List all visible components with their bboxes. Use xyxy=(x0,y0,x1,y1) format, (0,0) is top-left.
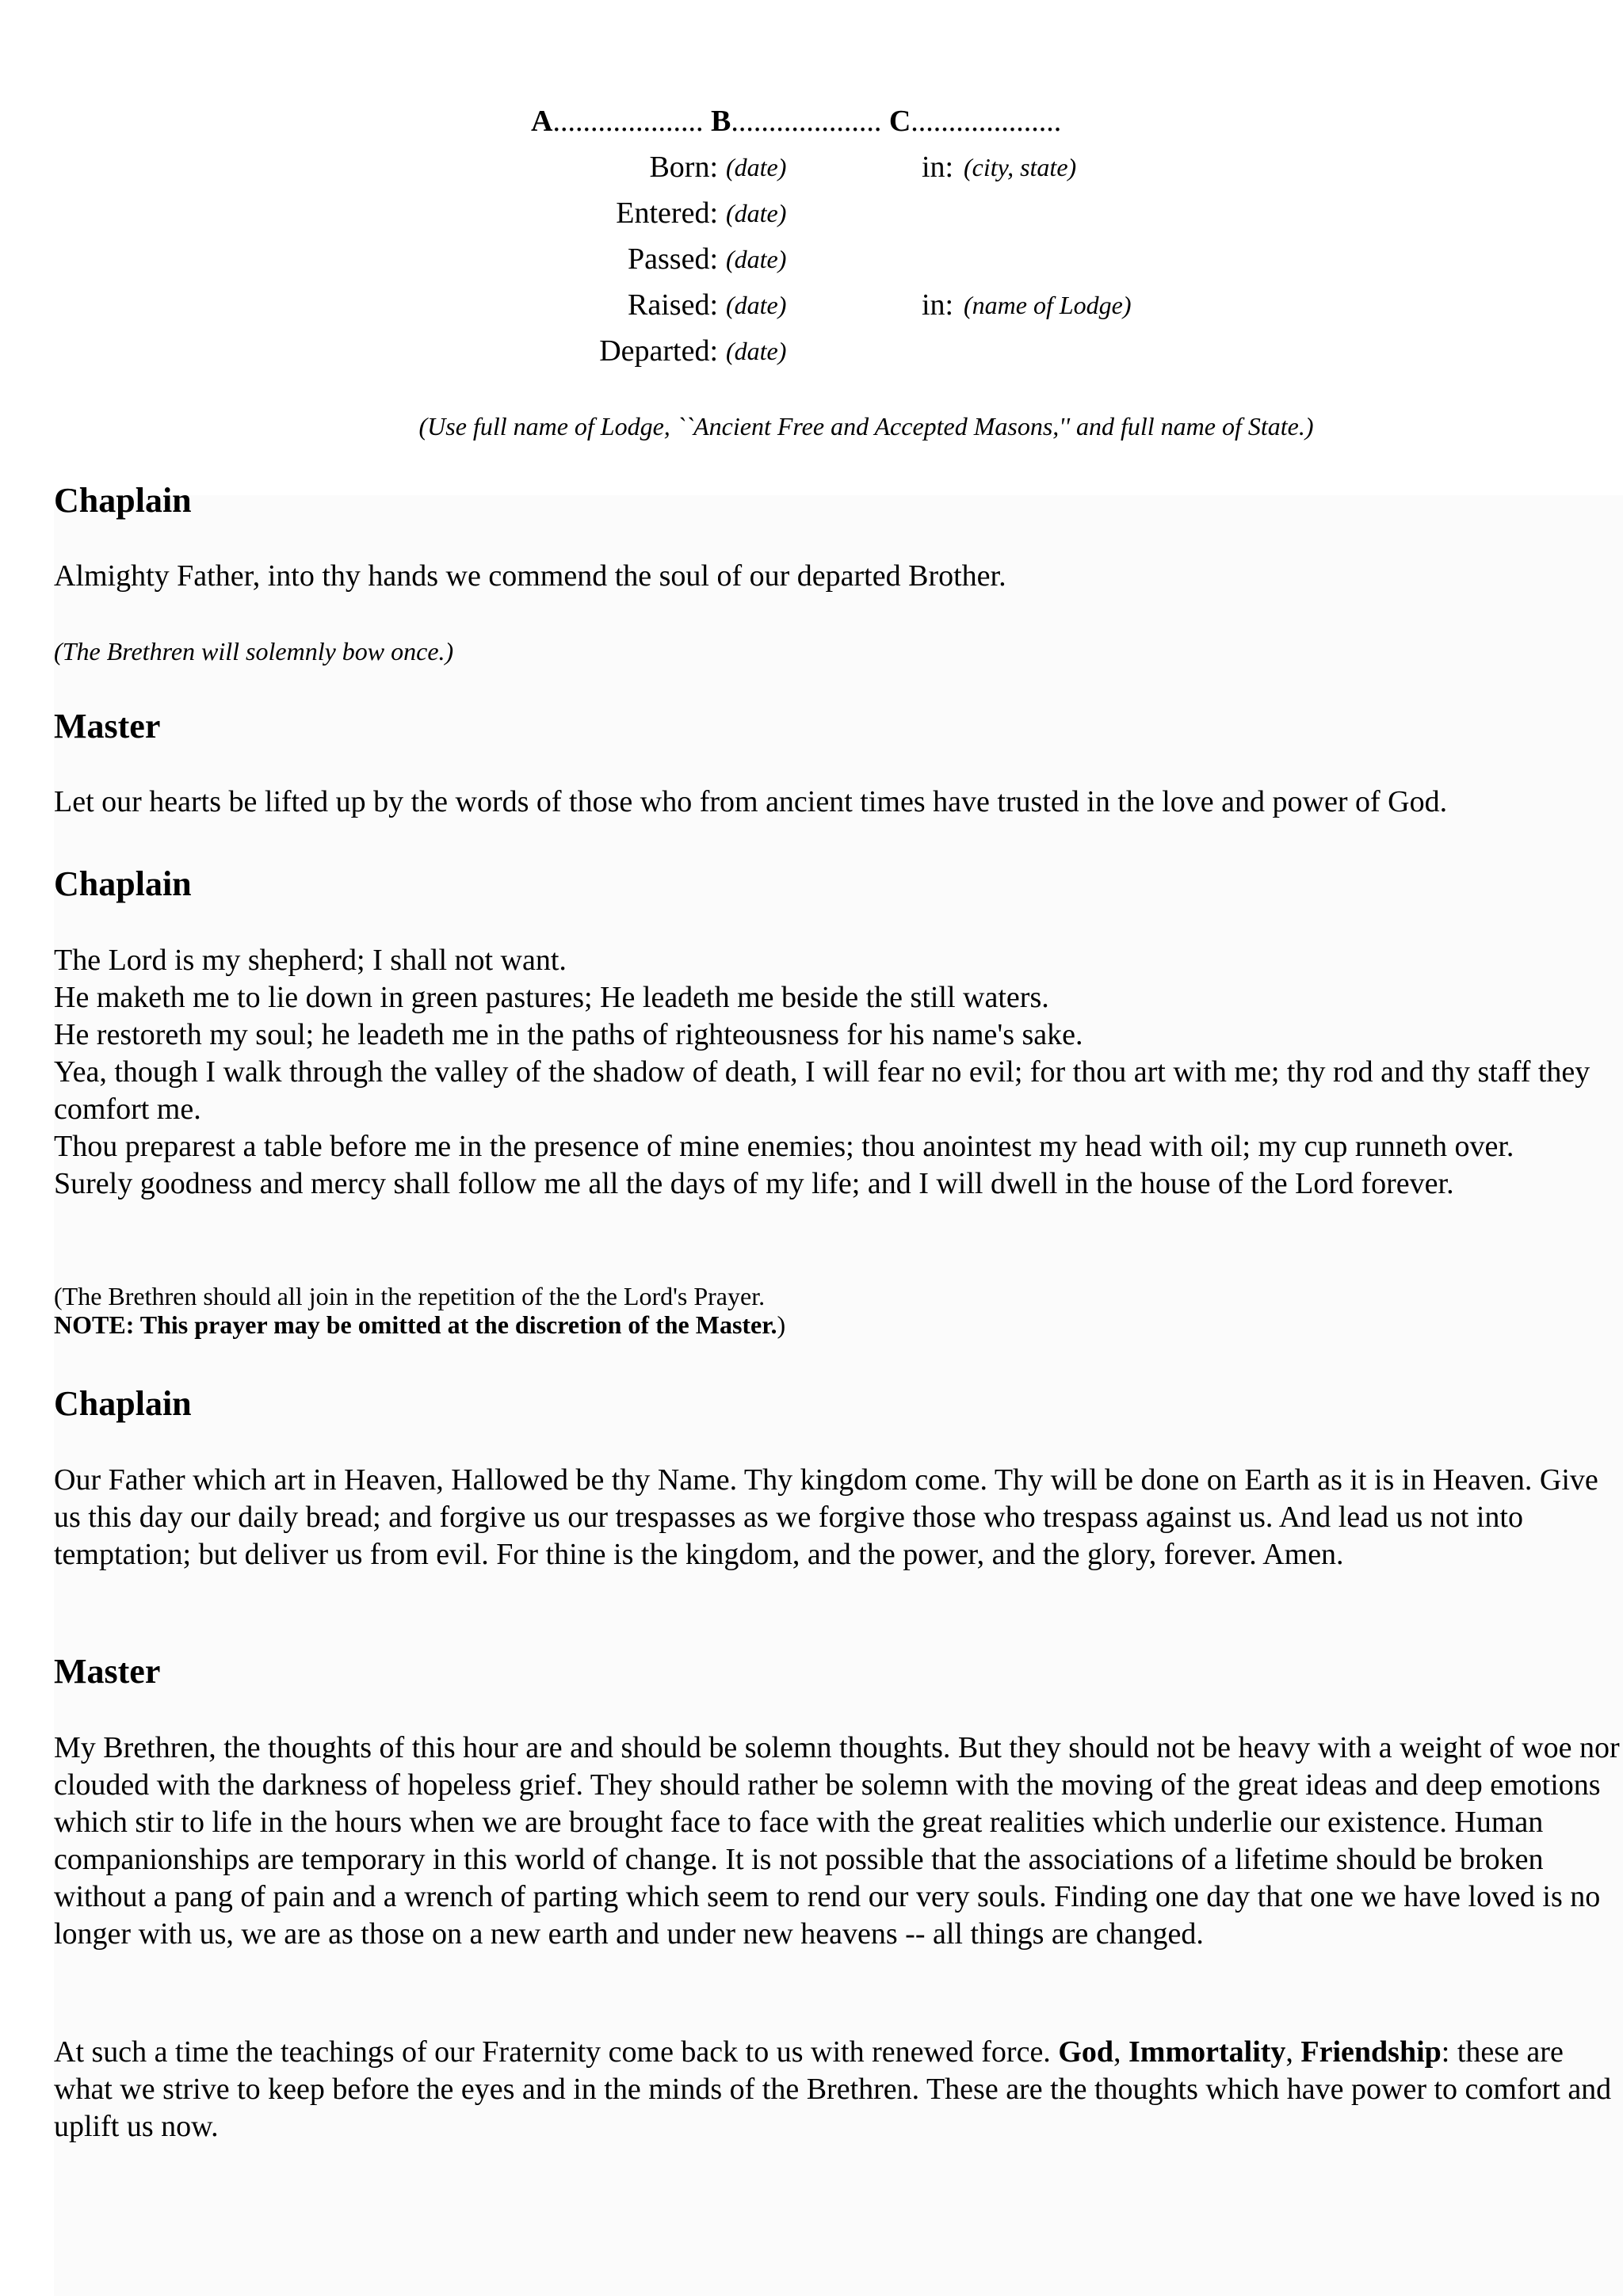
record-label: Entered: xyxy=(616,196,718,230)
direction-note: NOTE: This prayer may be omitted at the discretion of the Master. xyxy=(54,1310,777,1339)
chaplain-commendation-text: Almighty Father, into thy hands we commend the soul of our departed Brother. xyxy=(54,559,1006,593)
psalm-line: Yea, though I walk through the valley of the shadow of death, I will fear no evil; for thou art with me; thy rod and thy staff they comfort me. xyxy=(54,1055,1591,1126)
record-a-label: A xyxy=(531,105,553,138)
record-row-born xyxy=(54,144,1623,190)
record-in-label: in: xyxy=(922,151,954,184)
word-god: God xyxy=(1058,2035,1114,2069)
record-value: (date) xyxy=(726,291,787,319)
separator: , xyxy=(1285,2035,1301,2069)
record-label: Born: xyxy=(649,151,718,184)
record-label: Raised: xyxy=(628,288,718,322)
record-c-label: C xyxy=(888,105,911,138)
paragraph-text: At such a time the teachings of our Fraternity come back to us with renewed force. xyxy=(54,2035,1059,2069)
record-b-label: B xyxy=(710,105,731,138)
master-address-paragraph-2 xyxy=(54,2034,1623,2145)
lords-prayer-text: Our Father which art in Heaven, Hallowed be thy Name. Thy kingdom come. Thy will be done on Earth as it is in Heaven. Give us this day our daily bread; and forgive us our trespasses as we forgive those who trespass against us. And lead us not into temptation; but deliver us from evil. For thine is the kingdom, and the power, and the glory, forever. Amen. xyxy=(54,1463,1598,1571)
record-note: (Use full name of Lodge, ``Ancient Free and Accepted Masons,'' and full name of State.) xyxy=(418,412,1314,441)
psalm-line: He restoreth my soul; he leadeth me in the paths of righteousness for his name's sake. xyxy=(54,1018,1083,1051)
record-row-entered xyxy=(54,190,1623,236)
record-a-dots: .................... xyxy=(552,105,704,138)
direction-line: (The Brethren should all join in the repetition of the the Lord's Prayer. xyxy=(54,1282,766,1310)
separator: , xyxy=(1113,2035,1129,2069)
record-label: Departed: xyxy=(599,334,718,368)
record-value: (date) xyxy=(726,245,787,273)
psalm-line: The Lord is my shepherd; I shall not want. xyxy=(54,944,567,977)
psalm-line: He maketh me to lie down in green pastures; He leadeth me beside the still waters. xyxy=(54,981,1049,1014)
record-b-dots: .................... xyxy=(731,105,882,138)
record-c-dots: .................... xyxy=(911,105,1062,138)
stage-direction-bow: (The Brethren will solemnly bow once.) xyxy=(54,637,454,666)
word-immortality: Immortality xyxy=(1128,2035,1286,2069)
direction-close: ) xyxy=(777,1310,786,1339)
record-row-passed xyxy=(54,236,1623,282)
record-row-departed xyxy=(54,328,1623,374)
record-in-value: (city, state) xyxy=(964,153,1077,181)
master-address-paragraph-1: My Brethren, the thoughts of this hour are and should be solemn thoughts. But they should not be heavy with a weight of woe nor clouded with the darkness of hopeless grief. They should rather be solemn with the moving of the great ideas and deep emotions which stir to life in the hours when we are brought face to face with the great realities which underlie our existence. Human companionships are temporary in this world of change. It is not possible that the associations of a lifetime should be broken without a pang of pain and a wrench of parting which seem to rend our very souls. Finding one day that one we have loved is no longer with us, we are as those on a new earth and under new heavens -- all things are changed. xyxy=(54,1731,1620,1951)
heading-master: Master xyxy=(54,707,161,746)
master-invocation-text: Let our hearts be lifted up by the words of those who from ancient times have trusted in the love and power of God. xyxy=(54,785,1448,818)
direction-line xyxy=(54,1310,785,1339)
record-value: (date) xyxy=(726,153,787,181)
psalm-text xyxy=(54,942,1623,1203)
paragraph-text: : these are what we strive to keep before the eyes and in the minds of the Brethren. These are the thoughts which have power to comfort and uplift us now. xyxy=(54,2035,1612,2143)
heading-chaplain: Chaplain xyxy=(54,864,192,903)
record-in-value: (name of Lodge) xyxy=(964,291,1132,319)
psalm-line: Thou preparest a table before me in the presence of mine enemies; thou anointest my head with oil; my cup runneth over. xyxy=(54,1130,1514,1163)
word-friendship: Friendship xyxy=(1300,2035,1442,2069)
psalm-line: Surely goodness and mercy shall follow me all the days of my life; and I will dwell in the house of the Lord forever. xyxy=(54,1167,1454,1200)
heading-chaplain: Chaplain xyxy=(54,481,192,520)
record-in-label: in: xyxy=(922,288,954,322)
record-header xyxy=(531,98,1061,144)
stage-direction-lords-prayer xyxy=(54,1282,785,1339)
record-row-raised xyxy=(54,282,1623,328)
record-value: (date) xyxy=(726,337,787,365)
document-page xyxy=(54,0,1623,2296)
heading-master: Master xyxy=(54,1652,161,1691)
heading-chaplain: Chaplain xyxy=(54,1384,192,1423)
record-value: (date) xyxy=(726,199,787,227)
record-label: Passed: xyxy=(628,242,718,276)
